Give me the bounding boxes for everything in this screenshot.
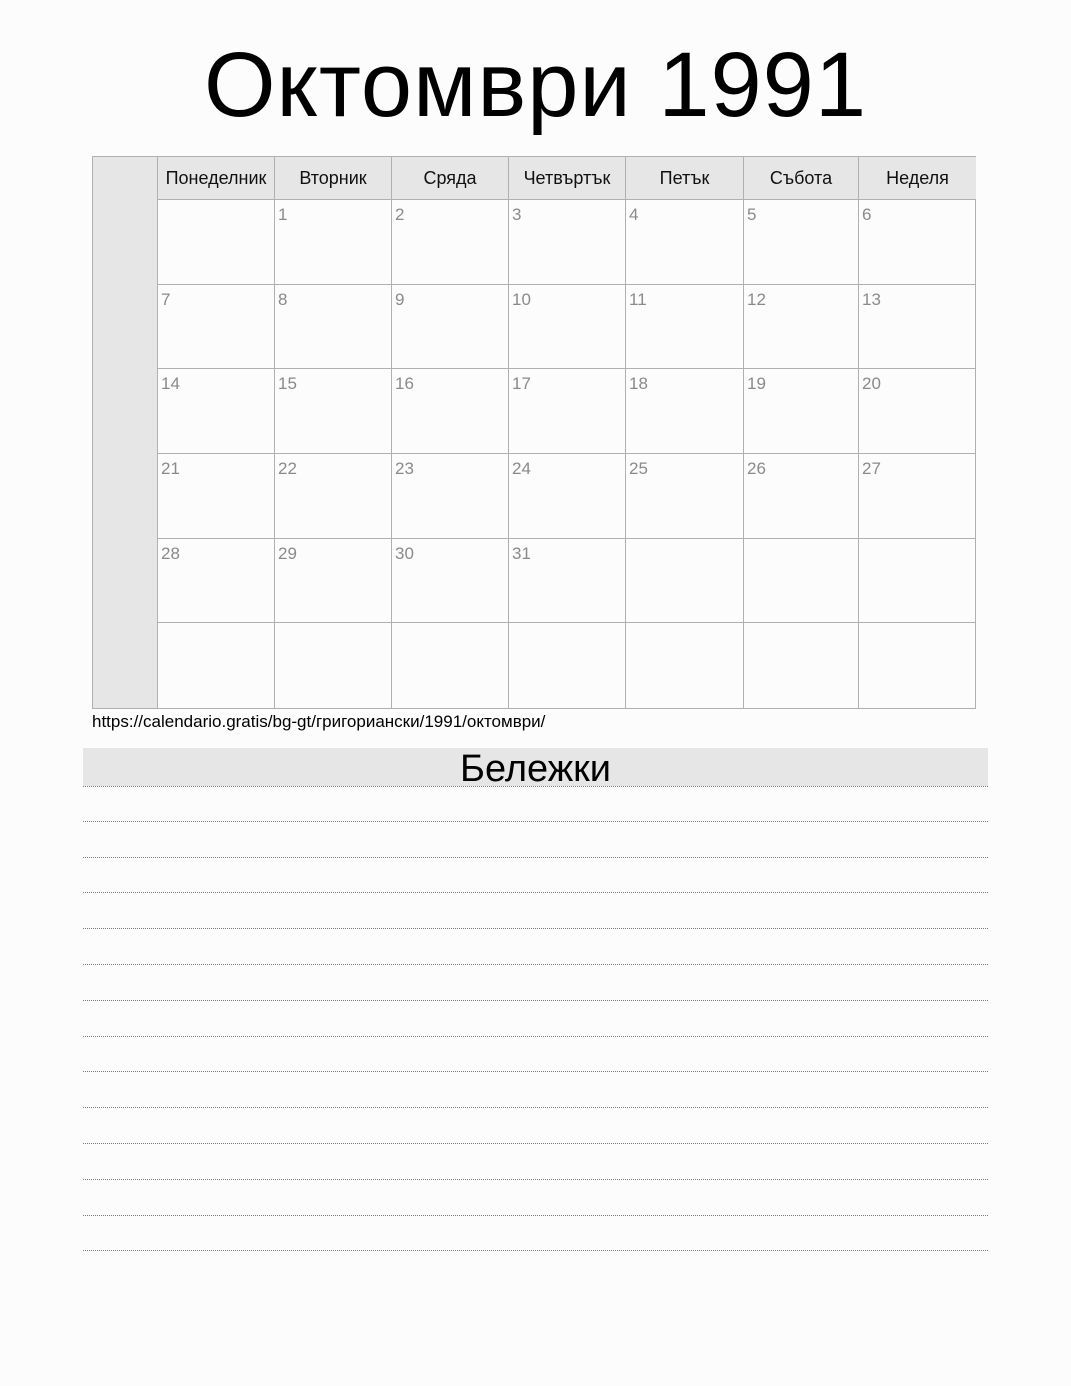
day-cell <box>509 623 626 708</box>
notes-line <box>83 786 988 822</box>
day-number: 10 <box>512 289 531 309</box>
day-number: 3 <box>512 205 522 224</box>
day-cell <box>158 200 275 285</box>
day-number: 27 <box>862 458 881 478</box>
notes-line <box>83 1072 988 1108</box>
day-number: 12 <box>747 289 766 309</box>
day-cell <box>158 454 275 539</box>
day-cell <box>859 200 976 285</box>
week-number-column <box>93 157 158 708</box>
day-cell <box>626 454 744 539</box>
day-number: 9 <box>395 289 405 309</box>
weekday-header: Неделя <box>859 157 976 200</box>
day-number: 8 <box>278 289 288 309</box>
day-cell <box>275 539 392 624</box>
day-number: 25 <box>629 458 648 478</box>
weekday-header: Петък <box>626 157 744 200</box>
day-number: 7 <box>161 289 171 309</box>
weekday-header: Вторник <box>275 157 392 200</box>
day-cell <box>158 623 275 708</box>
day-cell <box>392 454 509 539</box>
day-cell <box>158 369 275 454</box>
day-cell <box>275 285 392 370</box>
weekday-header: Сряда <box>392 157 509 200</box>
day-cell <box>158 285 275 370</box>
day-number: 13 <box>862 289 881 309</box>
notes-line <box>83 1180 988 1216</box>
day-cell <box>509 454 626 539</box>
day-number: 2 <box>395 205 405 224</box>
notes-heading: Бележки <box>83 748 988 786</box>
calendar-grid <box>92 156 976 709</box>
day-cell <box>275 369 392 454</box>
day-number: 1 <box>278 205 288 224</box>
day-cell <box>509 200 626 285</box>
day-cell <box>626 539 744 624</box>
day-cell <box>859 623 976 708</box>
day-cell <box>626 285 744 370</box>
notes-line <box>83 822 988 858</box>
day-number: 6 <box>862 205 872 224</box>
notes-line <box>83 1108 988 1144</box>
weekday-header: Четвъртък <box>509 157 626 200</box>
day-number: 18 <box>629 374 648 394</box>
day-cell <box>158 539 275 624</box>
day-cell <box>392 200 509 285</box>
notes-lines <box>83 786 988 1251</box>
day-cell <box>744 369 859 454</box>
day-cell <box>626 200 744 285</box>
day-cell <box>392 369 509 454</box>
day-number: 5 <box>747 205 757 224</box>
notes-line <box>83 858 988 894</box>
day-cell <box>392 623 509 708</box>
day-cell <box>626 369 744 454</box>
day-number: 26 <box>747 458 766 478</box>
day-cell <box>626 623 744 708</box>
day-cell <box>275 200 392 285</box>
day-number: 11 <box>629 289 647 309</box>
day-number: 14 <box>161 374 180 394</box>
day-cell <box>859 454 976 539</box>
day-number: 30 <box>395 543 414 563</box>
day-cell <box>744 539 859 624</box>
source-url[interactable]: https://calendario.gratis/bg-gt/григориански/1991/октомври/ <box>92 712 546 731</box>
weekday-header: Понеделник <box>158 157 275 200</box>
day-number: 24 <box>512 458 531 478</box>
weekday-header: Събота <box>744 157 859 200</box>
day-cell <box>275 454 392 539</box>
day-number: 16 <box>395 374 414 394</box>
day-cell <box>744 623 859 708</box>
day-cell <box>744 454 859 539</box>
day-cell <box>744 285 859 370</box>
day-cell <box>859 369 976 454</box>
notes-line <box>83 929 988 965</box>
notes-line <box>83 893 988 929</box>
day-cell <box>859 539 976 624</box>
day-number: 22 <box>278 458 297 478</box>
notes-line <box>83 1001 988 1037</box>
day-number: 15 <box>278 374 297 394</box>
day-number: 23 <box>395 458 414 478</box>
day-number: 21 <box>161 458 180 478</box>
day-cell <box>392 539 509 624</box>
notes-line <box>83 1037 988 1073</box>
day-cell <box>509 539 626 624</box>
day-number: 29 <box>278 543 297 563</box>
calendar-days <box>158 157 975 708</box>
day-number: 19 <box>747 374 766 394</box>
day-cell <box>392 285 509 370</box>
day-number: 4 <box>629 205 639 224</box>
day-number: 28 <box>161 543 180 563</box>
day-number: 31 <box>512 543 531 563</box>
page-title: Октомври 1991 <box>203 34 868 136</box>
day-number: 20 <box>862 374 881 394</box>
notes-line <box>83 1144 988 1180</box>
notes-line <box>83 1216 988 1252</box>
day-cell <box>744 200 859 285</box>
day-cell <box>859 285 976 370</box>
day-cell <box>275 623 392 708</box>
day-cell <box>509 369 626 454</box>
notes-line <box>83 965 988 1001</box>
day-number: 17 <box>512 374 531 394</box>
day-cell <box>509 285 626 370</box>
